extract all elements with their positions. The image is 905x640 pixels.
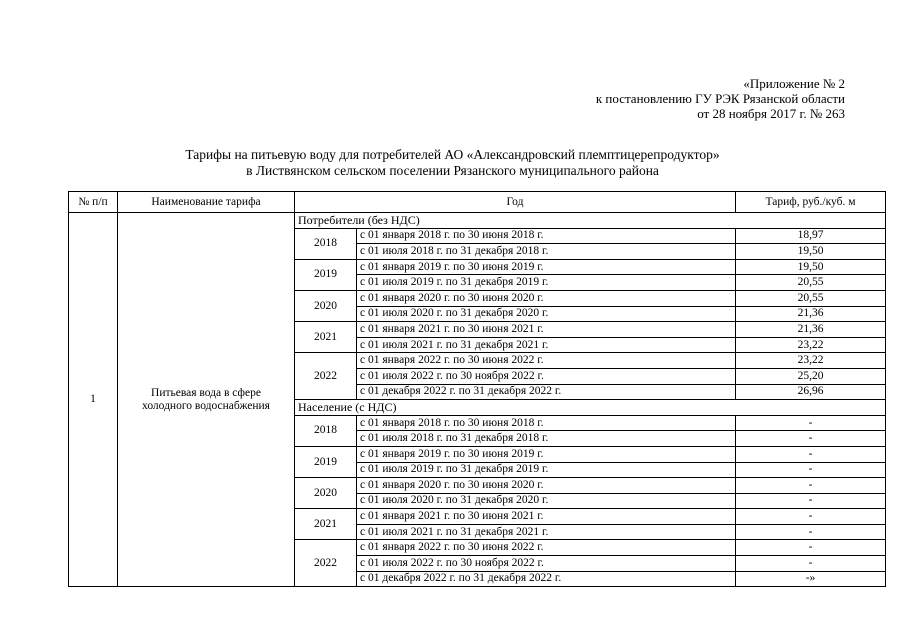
row-number: 1: [69, 213, 118, 587]
title-line-1: Тарифы на питьевую воду для потребителей АО «Александровский племптицерепродуктор»: [185, 147, 720, 162]
date-line: от 28 ноября 2017 г. № 263: [697, 106, 845, 121]
tariff-value-cell: -: [736, 493, 886, 509]
section-label: Потребители (без НДС): [295, 213, 886, 229]
period-cell: с 01 января 2018 г. по 30 июня 2018 г.: [357, 228, 736, 244]
resolution-line: к постановлению ГУ РЭК Рязанской области: [595, 91, 845, 106]
period-cell: с 01 июля 2022 г. по 30 ноября 2022 г.: [357, 556, 736, 572]
tariff-value-cell: 23,22: [736, 353, 886, 369]
tariff-value-cell: -: [736, 431, 886, 447]
tariff-value-cell: -: [736, 524, 886, 540]
year-cell: 2018: [295, 415, 357, 446]
tariff-value-cell: -: [736, 446, 886, 462]
period-cell: с 01 июля 2021 г. по 31 декабря 2021 г.: [357, 337, 736, 353]
year-cell: 2020: [295, 478, 357, 509]
period-cell: с 01 июля 2019 г. по 31 декабря 2019 г.: [357, 462, 736, 478]
period-cell: с 01 января 2020 г. по 30 июня 2020 г.: [357, 290, 736, 306]
period-cell: с 01 июля 2019 г. по 31 декабря 2019 г.: [357, 275, 736, 291]
year-cell: 2022: [295, 353, 357, 400]
period-cell: с 01 декабря 2022 г. по 31 декабря 2022 г.: [357, 384, 736, 400]
col-year-header: Год: [295, 192, 736, 213]
tariff-value-cell: 26,96: [736, 384, 886, 400]
col-number-header: № п/п: [69, 192, 118, 213]
tariff-value-cell: -»: [736, 571, 886, 587]
tariff-value-cell: 18,97: [736, 228, 886, 244]
tariff-value-cell: -: [736, 462, 886, 478]
tariff-value-cell: -: [736, 556, 886, 572]
tariff-value-cell: -: [736, 415, 886, 431]
tariff-value-cell: 19,50: [736, 259, 886, 275]
section-row: [69, 213, 886, 229]
tariff-value-cell: 23,22: [736, 337, 886, 353]
document-title: [0, 147, 905, 179]
period-cell: с 01 июля 2020 г. по 31 декабря 2020 г.: [357, 306, 736, 322]
tariff-value-cell: -: [736, 509, 886, 525]
tariff-value-cell: 19,50: [736, 244, 886, 260]
period-cell: с 01 января 2022 г. по 30 июня 2022 г.: [357, 540, 736, 556]
year-cell: 2021: [295, 322, 357, 353]
period-cell: с 01 декабря 2022 г. по 31 декабря 2022 г.: [357, 571, 736, 587]
period-cell: с 01 июля 2022 г. по 30 ноября 2022 г.: [357, 368, 736, 384]
period-cell: с 01 января 2018 г. по 30 июня 2018 г.: [357, 415, 736, 431]
tariff-value-cell: 20,55: [736, 290, 886, 306]
col-name-header: Наименование тарифа: [118, 192, 295, 213]
period-cell: с 01 января 2022 г. по 30 июня 2022 г.: [357, 353, 736, 369]
tariff-table: [68, 191, 886, 587]
period-cell: с 01 июля 2021 г. по 31 декабря 2021 г.: [357, 524, 736, 540]
period-cell: с 01 января 2021 г. по 30 июня 2021 г.: [357, 322, 736, 338]
tariff-value-cell: 21,36: [736, 322, 886, 338]
tariff-value-cell: 20,55: [736, 275, 886, 291]
tariff-value-cell: 21,36: [736, 306, 886, 322]
period-cell: с 01 января 2019 г. по 30 июня 2019 г.: [357, 446, 736, 462]
col-tariff-header: Тариф, руб./куб. м: [736, 192, 886, 213]
tariff-name: Питьевая вода в сфере холодного водоснабжения: [118, 213, 295, 587]
tariff-value-cell: -: [736, 478, 886, 494]
tariff-value-cell: -: [736, 540, 886, 556]
year-cell: 2018: [295, 228, 357, 259]
title-line-2: в Листвянском сельском поселении Рязанского муниципального района: [246, 163, 659, 178]
period-cell: с 01 июля 2018 г. по 31 декабря 2018 г.: [357, 244, 736, 260]
period-cell: с 01 января 2020 г. по 30 июня 2020 г.: [357, 478, 736, 494]
period-cell: с 01 июля 2018 г. по 31 декабря 2018 г.: [357, 431, 736, 447]
period-cell: с 01 января 2021 г. по 30 июня 2021 г.: [357, 509, 736, 525]
year-cell: 2021: [295, 509, 357, 540]
period-cell: с 01 января 2019 г. по 30 июня 2019 г.: [357, 259, 736, 275]
year-cell: 2019: [295, 446, 357, 477]
year-cell: 2019: [295, 259, 357, 290]
section-label: Население (с НДС): [295, 400, 886, 416]
year-cell: 2020: [295, 290, 357, 321]
year-cell: 2022: [295, 540, 357, 587]
appendix-header: [596, 76, 845, 121]
table-body: [69, 213, 886, 587]
appendix-line: «Приложение № 2: [743, 76, 845, 91]
tariff-value-cell: 25,20: [736, 368, 886, 384]
period-cell: с 01 июля 2020 г. по 31 декабря 2020 г.: [357, 493, 736, 509]
table-header-row: [69, 192, 886, 213]
